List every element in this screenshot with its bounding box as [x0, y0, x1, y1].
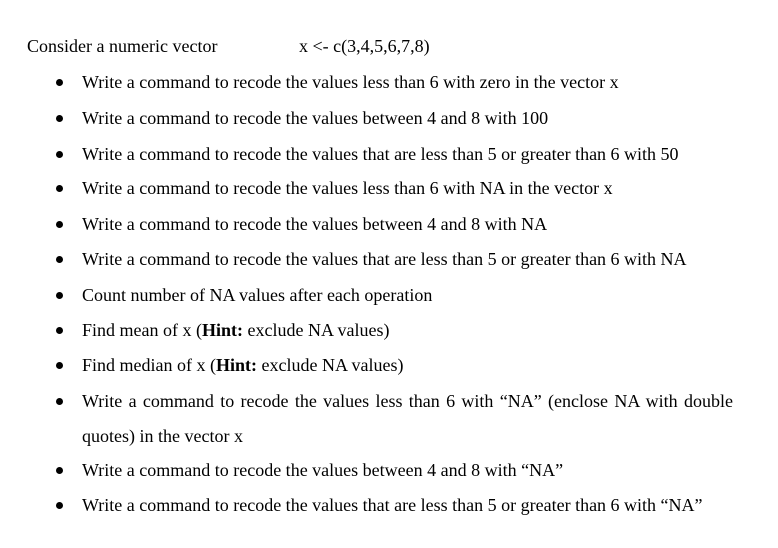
list-item-text [82, 353, 403, 377]
list-item-text: Write a command to recode the values between 4 and 8 with NA [82, 214, 548, 234]
list-item-text: Write a command to recode the values less than 6 with zero in the vector x [82, 72, 619, 92]
bullet-icon [56, 151, 63, 158]
bullet-icon [56, 362, 63, 369]
bullet-icon [56, 79, 63, 86]
list-item-text: Write a command to recode the values that are less than 5 or greater than 6 with NA [82, 249, 687, 269]
bullet-icon [56, 115, 63, 122]
intro-label: Consider a numeric vector [27, 36, 218, 56]
list-item-text: Count number of NA values after each operation [82, 285, 433, 305]
text-suffix: exclude NA values) [257, 355, 404, 375]
list-item-text: Write a command to recode the values between 4 and 8 with “NA” [82, 460, 564, 480]
list-item-text: Write a command to recode the values less than 6 with NA in the vector x [82, 178, 613, 198]
list-item-text: Write a command to recode the values that are less than 5 or greater than 6 with 50 [82, 144, 679, 164]
text-prefix: Find mean of x ( [82, 320, 202, 340]
bullet-icon [56, 398, 63, 405]
list-item-text: Write a command to recode the values less than 6 with “NA” (enclose NA with double quotes) in the vector x [82, 391, 733, 446]
list-item-text [82, 318, 389, 342]
hint-label: Hint: [215, 355, 257, 375]
bullet-icon [56, 327, 63, 334]
bullet-icon [56, 292, 63, 299]
text-suffix: exclude NA values) [243, 320, 390, 340]
bullet-icon [56, 221, 63, 228]
vector-code: x <- c(3,4,5,6,7,8) [299, 36, 430, 56]
bullet-icon [56, 256, 63, 263]
text-prefix: Find median of x ( [82, 355, 216, 375]
hint-label: Hint: [201, 320, 243, 340]
list-item-text: Write a command to recode the values between 4 and 8 with 100 [82, 108, 549, 128]
bullet-icon [56, 185, 63, 192]
bullet-icon [56, 467, 63, 474]
bullet-icon [56, 502, 63, 509]
intro-line [27, 34, 430, 58]
list-item-text: Write a command to recode the values that are less than 5 or greater than 6 with “NA” [82, 495, 703, 515]
